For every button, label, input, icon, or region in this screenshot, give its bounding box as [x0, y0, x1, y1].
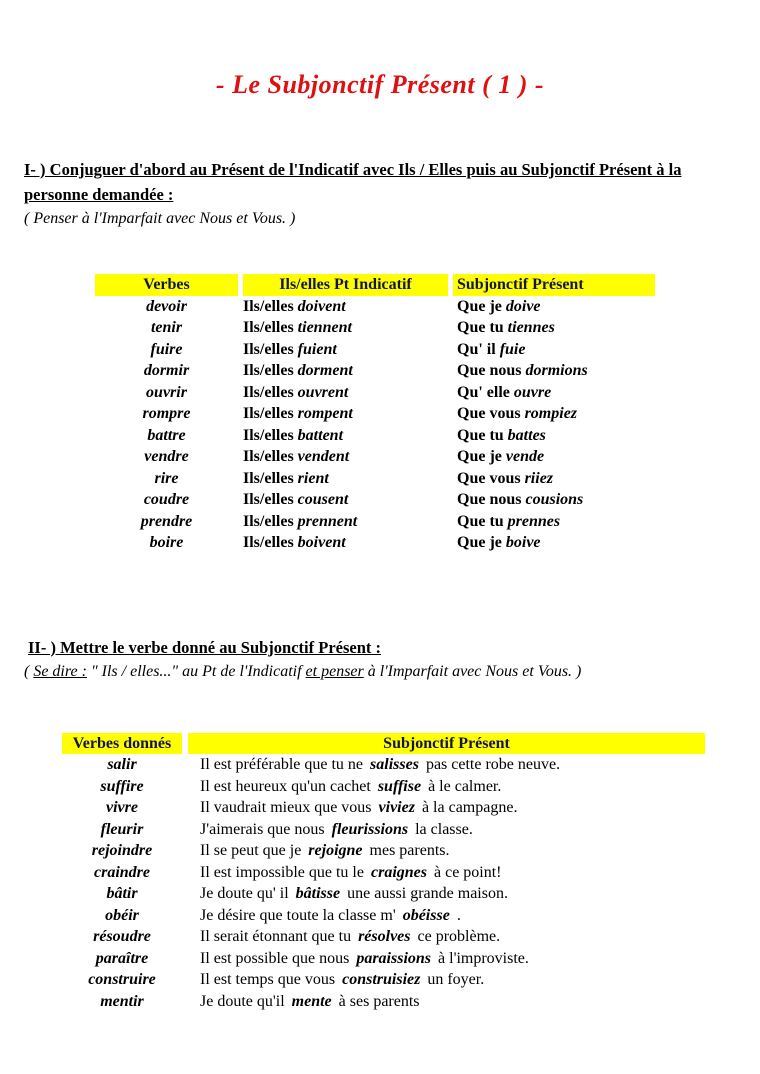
- indicative-form: ouvrent: [297, 383, 349, 401]
- answer-word: mente: [291, 992, 332, 1010]
- answer-word: rejoigne: [308, 842, 363, 859]
- verb-cell: mentir: [100, 992, 144, 1010]
- indicative-prefix: Ils/elles: [243, 340, 294, 358]
- indicative-form: rient: [297, 469, 329, 487]
- subjunctive-form: cousions: [525, 491, 584, 508]
- sentence-after: ce problème.: [417, 928, 501, 945]
- sentence-after: à ce point!: [433, 863, 502, 881]
- subjunctive-cell: [453, 511, 655, 533]
- indicative-cell: [243, 403, 448, 425]
- answer-word: fleurissions: [331, 820, 409, 838]
- indicative-prefix: Ils/elles: [243, 448, 294, 465]
- subjunctive-prefix: Que je: [457, 534, 502, 551]
- note-part: " Ils / elles..." au Pt de l'Indicatif: [86, 662, 306, 680]
- sentence-after: à l'improviste.: [438, 949, 529, 967]
- verb-cell: bâtir: [106, 885, 138, 902]
- sentence-cell: [188, 819, 705, 841]
- sentence-before: Je doute qu' il: [200, 885, 289, 902]
- subjunctive-form: boive: [505, 534, 541, 551]
- section2-heading-line: II- ) Mettre le verbe donné au Subjonctif Présent :: [28, 637, 382, 657]
- section1-heading: [24, 157, 742, 207]
- sentence-after: pas cette robe neuve.: [425, 756, 561, 773]
- sentence-cell: [188, 926, 705, 948]
- subjunctive-cell: [453, 468, 655, 490]
- sentence-before: Il serait étonnant que tu: [200, 928, 352, 945]
- exercise-table: [62, 733, 705, 1013]
- answer-word: bâtisse: [295, 885, 341, 902]
- conjugation-table: [95, 274, 655, 554]
- verb-cell: obéir: [105, 906, 139, 924]
- indicative-prefix: Ils/elles: [243, 491, 294, 508]
- verb-cell: battre: [147, 426, 186, 444]
- indicative-prefix: Ils/elles: [243, 426, 294, 444]
- verb-cell: ouvrir: [146, 383, 187, 401]
- note-underlined-et-penser: et penser: [305, 662, 364, 680]
- indicative-cell: [243, 511, 448, 533]
- sentence-after: à la campagne.: [421, 799, 518, 816]
- answer-word: salisses: [370, 756, 419, 773]
- sentence-before: Il est impossible que tu le: [200, 863, 364, 881]
- sentence-cell: [188, 883, 705, 905]
- sentence-before: Il se peut que je: [200, 842, 302, 859]
- subjunctive-prefix: Que nous: [457, 491, 522, 508]
- indicative-prefix: Ils/elles: [243, 534, 294, 551]
- verb-cell: devoir: [146, 297, 187, 315]
- subjunctive-prefix: Que vous: [457, 469, 521, 487]
- subjunctive-cell: [453, 425, 655, 447]
- sentence-after: mes parents.: [369, 842, 450, 859]
- section2-note: [24, 662, 760, 682]
- subjunctive-cell: [453, 317, 655, 339]
- verb-cell: paraître: [95, 949, 149, 967]
- verb-cell: vendre: [144, 448, 189, 465]
- indicative-form: prennent: [297, 512, 358, 530]
- sentence-before: Il est préférable que tu ne: [200, 756, 364, 773]
- sentence-after: à ses parents: [338, 992, 420, 1010]
- sentence-cell: [188, 862, 705, 884]
- sentence-before: J'aimerais que nous: [200, 820, 325, 838]
- verb-cell: suffire: [100, 777, 144, 795]
- sentence-cell: [188, 905, 705, 927]
- subjunctive-cell: [453, 489, 655, 511]
- section1-heading-line1: I- ) Conjuguer d'abord au Présent de l'Indicatif avec Ils / Elles puis au Subjonctif Présent à la: [24, 160, 682, 179]
- verb-cell: rire: [154, 469, 179, 487]
- sentence-cell: [188, 969, 705, 991]
- subjunctive-form: battes: [507, 426, 546, 444]
- indicative-prefix: Ils/elles: [243, 297, 294, 315]
- verb-cell: tenir: [150, 319, 183, 336]
- verb-cell: construire: [88, 971, 156, 988]
- subjunctive-form: doive: [505, 297, 541, 315]
- indicative-form: battent: [297, 426, 344, 444]
- sentence-before: Il est heureux qu'un cachet: [200, 777, 371, 795]
- subjunctive-cell: [453, 382, 655, 404]
- indicative-cell: [243, 489, 448, 511]
- subjunctive-form: riiez: [524, 469, 554, 487]
- verb-cell: craindre: [94, 863, 150, 881]
- indicative-cell: [243, 468, 448, 490]
- subjunctive-form: prennes: [507, 512, 561, 530]
- verb-cell: fuire: [150, 340, 183, 358]
- subjunctive-cell: [453, 532, 655, 554]
- note-underlined-se-dire: Se dire :: [33, 662, 87, 680]
- indicative-cell: [243, 339, 448, 361]
- sentence-cell: [188, 797, 705, 819]
- section1-heading-line2: personne demandée :: [24, 185, 174, 204]
- answer-word: paraissions: [356, 949, 432, 967]
- answer-word: construisiez: [342, 971, 421, 988]
- column-header-indicatif: Ils/elles Pt Indicatif: [243, 274, 448, 296]
- subjunctive-prefix: Que tu: [457, 426, 504, 444]
- indicative-cell: [243, 446, 448, 468]
- sentence-before: Il est possible que nous: [200, 949, 350, 967]
- subjunctive-cell: [453, 403, 655, 425]
- sentence-after: .: [456, 906, 461, 924]
- verb-cell: dormir: [143, 362, 190, 379]
- subjunctive-prefix: Qu' il: [457, 340, 496, 358]
- indicative-cell: [243, 425, 448, 447]
- indicative-cell: [243, 360, 448, 382]
- answer-word: craignes: [370, 863, 427, 881]
- verb-cell: boire: [149, 534, 184, 551]
- sentence-before: Je désire que toute la classe m': [200, 906, 396, 924]
- section1-note: ( Penser à l'Imparfait avec Nous et Vous. ): [24, 210, 296, 227]
- subjunctive-form: ouvre: [513, 383, 552, 401]
- subjunctive-form: rompiez: [524, 405, 578, 422]
- sentence-after: à le calmer.: [428, 777, 502, 795]
- subjunctive-prefix: Qu' elle: [457, 383, 510, 401]
- indicative-prefix: Ils/elles: [243, 319, 294, 336]
- verb-cell: salir: [107, 756, 137, 773]
- indicative-prefix: Ils/elles: [243, 362, 294, 379]
- column-header-subjonctif-present: Subjonctif Présent: [188, 733, 705, 755]
- subjunctive-prefix: Que tu: [457, 319, 504, 336]
- column-header-verbes: Verbes: [95, 274, 238, 296]
- subjunctive-prefix: Que nous: [457, 362, 522, 379]
- section2-heading: [28, 635, 742, 660]
- indicative-form: rompent: [297, 405, 353, 422]
- indicative-prefix: Ils/elles: [243, 512, 294, 530]
- indicative-form: fuient: [297, 340, 337, 358]
- answer-word: résolves: [358, 928, 411, 945]
- verb-cell: prendre: [140, 512, 193, 530]
- indicative-cell: [243, 317, 448, 339]
- sentence-cell: [188, 776, 705, 798]
- sentence-cell: [188, 754, 705, 776]
- subjunctive-cell: [453, 339, 655, 361]
- indicative-form: vendent: [297, 448, 350, 465]
- subjunctive-prefix: Que vous: [457, 405, 521, 422]
- sentence-after: un foyer.: [427, 971, 485, 988]
- indicative-form: doivent: [297, 297, 346, 315]
- column-header-verbes-donnes: Verbes donnés: [62, 733, 182, 755]
- indicative-prefix: Ils/elles: [243, 383, 294, 401]
- indicative-form: boivent: [297, 534, 346, 551]
- indicative-form: tiennent: [297, 319, 352, 336]
- column-header-subjonctif: Subjonctif Présent: [453, 274, 655, 296]
- page-title: - Le Subjonctif Présent ( 1 ) -: [215, 70, 545, 99]
- subjunctive-form: tiennes: [507, 319, 555, 336]
- sentence-cell: [188, 948, 705, 970]
- indicative-form: dorment: [297, 362, 353, 379]
- sentence-before: Il vaudrait mieux que vous: [200, 799, 372, 816]
- indicative-form: cousent: [297, 491, 349, 508]
- subjunctive-cell: [453, 446, 655, 468]
- indicative-cell: [243, 296, 448, 318]
- note-part: (: [24, 662, 34, 680]
- indicative-prefix: Ils/elles: [243, 405, 294, 422]
- sentence-after: la classe.: [415, 820, 473, 838]
- subjunctive-cell: [453, 360, 655, 382]
- answer-word: viviez: [378, 799, 415, 816]
- verb-cell: rompre: [142, 405, 191, 422]
- sentence-before: Je doute qu'il: [200, 992, 285, 1010]
- subjunctive-form: fuie: [499, 340, 526, 358]
- sentence-after: une aussi grande maison.: [347, 885, 508, 902]
- verb-cell: vivre: [106, 799, 138, 816]
- subjunctive-prefix: Que tu: [457, 512, 504, 530]
- verb-cell: fleurir: [100, 820, 144, 838]
- sentence-cell: [188, 840, 705, 862]
- subjunctive-form: vende: [505, 448, 545, 465]
- subjunctive-prefix: Que je: [457, 448, 502, 465]
- sentence-cell: [188, 991, 705, 1013]
- answer-word: obéisse: [402, 906, 450, 924]
- verb-cell: rejoindre: [91, 842, 153, 859]
- indicative-prefix: Ils/elles: [243, 469, 294, 487]
- subjunctive-prefix: Que je: [457, 297, 502, 315]
- note-part: à l'Imparfait avec Nous et Vous. ): [363, 662, 582, 680]
- answer-word: suffise: [377, 777, 422, 795]
- verb-cell: coudre: [143, 491, 190, 508]
- indicative-cell: [243, 382, 448, 404]
- subjunctive-cell: [453, 296, 655, 318]
- subjunctive-form: dormions: [525, 362, 588, 379]
- indicative-cell: [243, 532, 448, 554]
- verb-cell: résoudre: [93, 928, 151, 945]
- sentence-before: Il est temps que vous: [200, 971, 336, 988]
